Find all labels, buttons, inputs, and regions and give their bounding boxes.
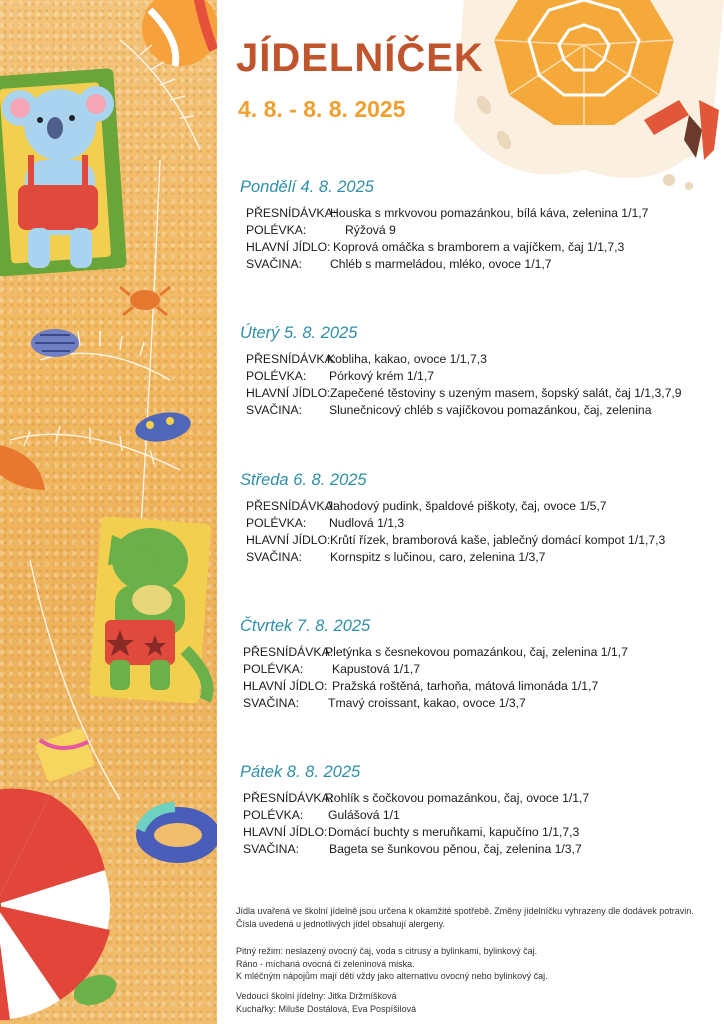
menu-row-breakfast [240,644,710,661]
crab-icon [120,287,170,315]
beach-illustration-strip [0,0,217,1024]
menu-row-main [240,239,710,256]
meal-label: POLÉVKA: [246,223,307,237]
meal-label: POLÉVKA: [243,808,304,822]
meal-label: PŘESNÍDÁVKA: [246,499,337,513]
day-block-wednesday [240,471,710,566]
meal-value: Tmavý croissant, kakao, ovoce 1/3,7 [328,696,526,710]
meal-value: Zapečené těstoviny s uzeným masem, šopský salát, čaj 1/1,3,7,9 [330,386,682,400]
meal-label: PŘESNÍDÁVKA: [243,791,334,805]
umbrella-top-icon [444,0,724,200]
meal-label: HLAVNÍ JÍDLO: [246,386,331,400]
menu-row-snack [240,549,710,566]
menu-row-snack [240,695,710,712]
meal-value: Rýžová 9 [345,223,396,237]
meal-label: HLAVNÍ JÍDLO: [243,825,328,839]
meal-value: Pražská roštěná, tarhoňa, mátová limonáda 1/1,7 [332,679,599,693]
day-title: Úterý 5. 8. 2025 [240,324,358,342]
meal-value: Kapustová 1/1,7 [332,662,421,676]
menu-row-main [240,824,710,841]
menu-row-soup [240,368,710,385]
menu-row-breakfast [240,351,710,368]
meal-value: Jahodový pudink, špaldové piškoty, čaj, ovoce 1/5,7 [327,499,607,513]
meal-label: PŘESNÍDÁVKA: [246,206,337,220]
meal-label: SVAČINA: [246,257,302,271]
day-title: Pátek 8. 8. 2025 [240,763,361,781]
meal-value: Chléb s marmeládou, mléko, ovoce 1/1,7 [330,257,552,271]
meal-value: Slunečnicový chléb s vajíčkovou pomazánkou, čaj, zelenina [329,403,652,417]
meal-label: POLÉVKA: [246,516,307,530]
footer-text: K mléčným nápojům mají děti vždy jako alternativu ovocný nebo bylinkový čaj. [236,971,548,981]
day-block-monday [240,178,710,273]
meal-value: Koprová omáčka s bramborem a vajíčkem, čaj 1/1,7,3 [333,240,625,254]
seashell-icon [133,408,193,445]
meal-label: PŘESNÍDÁVKA: [246,352,337,366]
footer-text: Vedoucí školní jídelny: Jitka Držmíšková [236,991,397,1001]
beach-illustration [0,0,217,1024]
meal-label: HLAVNÍ JÍDLO: [246,533,331,547]
day-block-thursday [240,617,710,712]
meal-value: Kobliha, kakao, ovoce 1/1,7,3 [327,352,487,366]
menu-row-main [240,385,710,402]
day-title: Pondělí 4. 8. 2025 [240,178,374,196]
meal-value: Pórkový krém 1/1,7 [329,369,434,383]
meal-value: Gulášová 1/1 [328,808,400,822]
koala-on-towel-icon [0,68,127,277]
footer-text: Čísla uvedená u jednotlivých jídel obsahují alergeny. [236,918,445,929]
day-block-tuesday [240,324,710,419]
meal-label: SVAČINA: [246,550,302,564]
meal-label: SVAČINA: [243,842,299,856]
meal-label: HLAVNÍ JÍDLO: [243,679,328,693]
menu-row-soup [240,222,710,239]
seashell-icon [31,329,79,357]
swim-ring-icon [136,807,217,863]
day-title: Čtvrtek 7. 8. 2025 [240,617,371,635]
conch-shell-icon [0,445,45,490]
footer-text: Jídla uvařená ve školní jídelně jsou určena k okamžité spotřebě. Změny jídelníčku vyhrazeny dle dodávek potravin. [236,906,694,916]
date-range: 4. 8. - 8. 8. 2025 [238,96,406,122]
meal-value: Pletýnka s česnekovou pomazánkou, čaj, zelenina 1/1,7 [325,645,628,659]
meal-value: Domácí buchty s meruňkami, kapučíno 1/1,7,3 [328,825,580,839]
menu-row-soup [240,515,710,532]
meal-label: HLAVNÍ JÍDLO: [246,240,331,254]
meal-label: SVAČINA: [246,403,302,417]
day-block-friday [240,763,710,858]
menu-row-soup [240,807,710,824]
meal-label: PŘESNÍDÁVKA: [243,645,334,659]
meal-value: Nudlová 1/1,3 [329,516,405,530]
footer-notice [236,905,716,930]
sun-umbrella-decoration [444,0,724,200]
menu-row-breakfast [240,790,710,807]
day-title: Středa 6. 8. 2025 [240,471,367,489]
menu-row-main [240,678,710,695]
meal-value: Krůtí řízek, bramborová kaše, jablečný domácí kompot 1/1,7,3 [330,533,666,547]
crocodile-on-towel-icon [89,516,211,703]
menu-row-snack [240,841,710,858]
footer-text: Pitný režim: neslazený ovocný čaj, voda s citrusy a bylinkami, bylinkový čaj. [236,946,538,956]
menu-row-soup [240,661,710,678]
footer-drinks [236,945,716,983]
meal-value: Rohlík s čočkovou pomazánkou, čaj, ovoce 1/1,7 [325,791,590,805]
menu-row-main [240,532,710,549]
page-title: JÍDELNÍČEK [236,36,484,80]
meal-label: POLÉVKA: [246,369,307,383]
menu-row-breakfast [240,205,710,222]
menu-row-breakfast [240,498,710,515]
meal-value: Kornspitz s lučinou, caro, zelenina 1/3,7 [330,550,546,564]
meal-label: SVAČINA: [243,696,299,710]
meal-value: Houska s mrkvovou pomazánkou, bílá káva, zelenina 1/1,7 [330,206,649,220]
menu-row-snack [240,402,710,419]
footer-text: Kuchařky: Miluše Dostálová, Eva Pospíšilová [236,1003,417,1014]
footer-staff [236,990,716,1015]
meal-value: Bageta se šunkovou pěnou, čaj, zelenina 1/3,7 [329,842,582,856]
menu-row-snack [240,256,710,273]
meal-label: POLÉVKA: [243,662,304,676]
beach-ball-icon [142,0,217,66]
footer-text: Ráno - míchaná ovocná či zeleninová miska. [236,958,415,969]
